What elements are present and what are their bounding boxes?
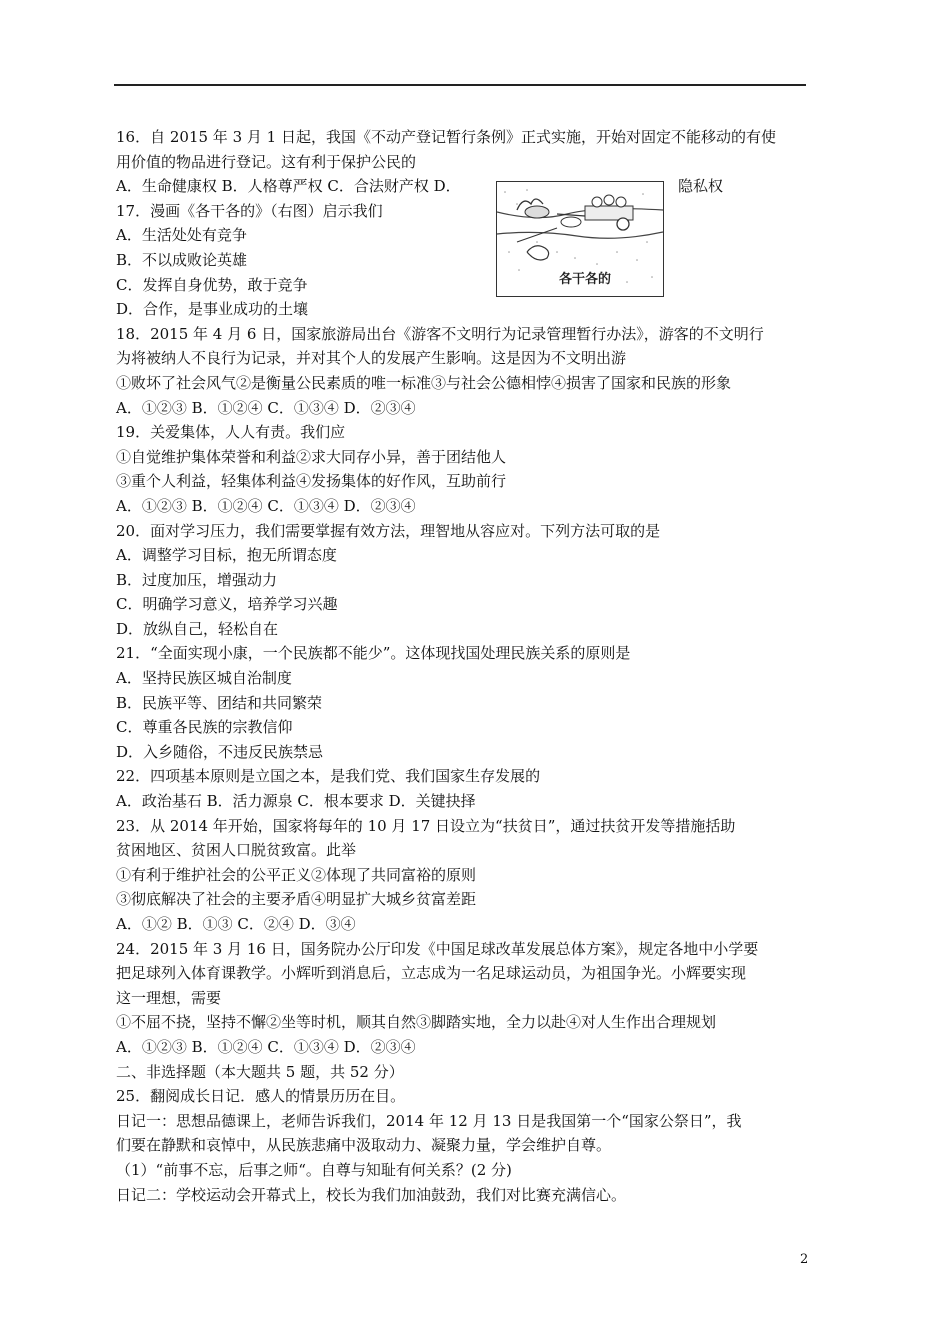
question-21-option-c: C．尊重各民族的宗教信仰 [116, 718, 293, 737]
question-20-option-c: C．明确学习意义，培养学习兴趣 [116, 595, 338, 614]
question-23-options: A．①② B．①③ C．②④ D．③④ [116, 915, 356, 933]
question-22: 22．四项基本原则是立国之本，是我们党、我们国家生存发展的 [116, 767, 541, 786]
question-16-option-d-text: 隐私权 [678, 177, 724, 196]
question-16-options-text: A．生命健康权 B．人格尊严权 C．合法财产权 D． [116, 177, 461, 196]
question-22-options: A．政治基石 B．活力源泉 C．根本要求 D．关键抉择 [116, 792, 476, 811]
question-19-items-1: ①自觉维护集体荣誉和利益②求大同存小异，善于团结他人 [116, 447, 507, 466]
diary-1-line-1: 日记一：思想品德课上，老师告诉我们，2014 年 12 月 13 日是我国第一个“国家公祭日”，我 [116, 1111, 742, 1130]
question-24-line-3: 这一理想，需要 [116, 988, 222, 1007]
question-16-line-2: 用价值的物品进行登记。这有利于保护公民的 [116, 152, 417, 171]
question-17-option-d: D．合作，是事业成功的土壤 [116, 300, 309, 319]
question-18-options: A．①②③ B．①②④ C．①③④ D．②③④ [116, 398, 416, 417]
question-19-options: A．①②③ B．①②④ C．①③④ D．②③④ [116, 496, 416, 515]
question-23-line-2: 贫困地区、贫困人口脱贫致富。此举 [116, 841, 357, 860]
question-18-line-1: 18．2015 年 4 月 6 日，国家旅游局出台《游客不文明行为记录管理暂行办法》，游客的不文明行 [116, 324, 764, 343]
question-20-option-d: D．放纵自己，轻松自在 [116, 619, 279, 638]
question-25: 25．翻阅成长日记．感人的情景历历在目。 [116, 1087, 406, 1106]
question-17-option-a: A．生活处处有竞争 [116, 226, 247, 245]
question-24-line-2: 把足球列入体育课教学。小辉听到消息后，立志成为一名足球运动员，为祖国争光。小辉要实现 [116, 964, 747, 983]
question-17-option-b: B．不以成败论英雄 [116, 250, 248, 269]
question-23-line-1: 23．从 2014 年开始，国家将每年的 10 月 17 日设立为“扶贫日”，通过扶贫开发等措施括助 [116, 816, 736, 835]
question-19: 19．关爱集体，人人有责。我们应 [116, 423, 346, 442]
question-16-options [116, 174, 816, 199]
question-16-line-1: 16．自 2015 年 3 月 1 日起，我国《不动产登记暂行条例》正式实施，开始对固定不能移动的有使 [116, 128, 776, 146]
question-23-items-2: ③彻底解决了社会的主要矛盾④明显扩大城乡贫富差距 [116, 890, 477, 909]
diary-2: 日记二：学校运动会开幕式上，校长为我们加油鼓劲，我们对比赛充满信心。 [116, 1185, 627, 1204]
question-21: 21．“全面实现小康，一个民族都不能少”。这体现找国处理民族关系的原则是 [116, 644, 631, 663]
header-rule [114, 84, 806, 86]
question-21-option-b: B．民族平等、团结和共同繁荣 [116, 693, 323, 712]
question-18-line-2: 为将被纳人不良行为记录，并对其个人的发展产生影响。这是因为不文明出游 [116, 349, 627, 368]
question-23-items-1: ①有利于维护社会的公平正义②体现了共同富裕的原则 [116, 865, 477, 884]
question-20: 20．面对学习压力，我们需要掌握有效方法，理智地从容应对。下列方法可取的是 [116, 521, 661, 540]
question-24-options: A．①②③ B．①②④ C．①③④ D．②③④ [116, 1037, 416, 1056]
question-21-option-d: D．入乡随俗，不违反民族禁忌 [116, 742, 324, 761]
question-20-option-b: B．过度加压，增强动力 [116, 570, 278, 589]
section-2-heading: 二、非选择题（本大题共 5 题，共 52 分） [116, 1062, 404, 1081]
question-21-option-a: A．坚持民族区城自治制度 [116, 669, 292, 688]
page-body [116, 125, 816, 1207]
question-20-option-a: A．调整学习目标，抱无所谓态度 [116, 546, 337, 565]
question-18-items: ①败坏了社会风气②是衡量公民素质的唯一标准③与社会公德相悖④损害了国家和民族的形象 [116, 373, 732, 392]
diary-1-line-2: 们要在静默和哀悼中，从民族悲痛中汲取动力、凝聚力量，学会维护自尊。 [116, 1136, 612, 1155]
question-17-option-c: C．发挥自身优势，敢于竞争 [116, 275, 308, 294]
cartoon-caption: 各干各的 [559, 272, 612, 287]
question-24-line-1: 24．2015 年 3 月 16 日，国务院办公厅印发《中国足球改革发展总体方案》，规定各地中小学要 [116, 939, 759, 958]
question-24-items: ①不屈不挠，坚持不懈②坐等时机，顺其自然③脚踏实地，全力以赴④对人生作出合理规划 [116, 1013, 717, 1032]
page-number: 2 [800, 1252, 809, 1267]
question-25-part-1: （1）“前事不忘，后事之师“。自尊与知耻有何关系？(2 分) [116, 1160, 512, 1179]
question-17: 17．漫画《各干各的》（右图）启示我们 [116, 201, 383, 220]
question-19-items-2: ③重个人利益，轻集体利益④发扬集体的好作风，互助前行 [116, 472, 507, 491]
